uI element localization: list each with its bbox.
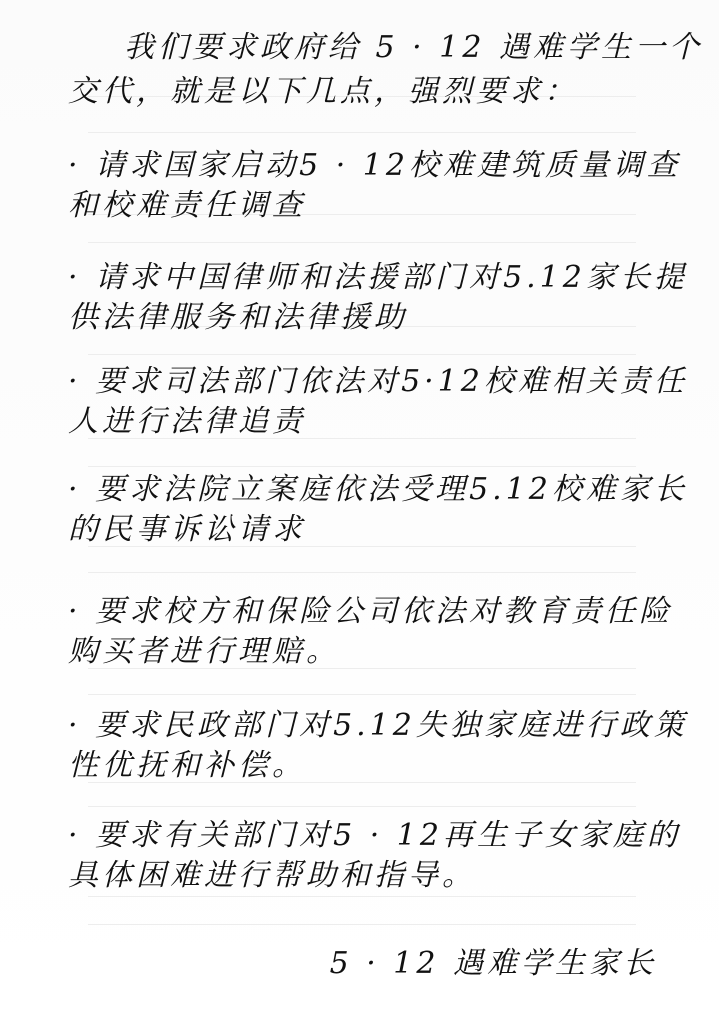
demand-6-line-1: · 要求民政部门对5.12失独家庭进行政策 <box>68 708 688 743</box>
ruled-line <box>88 242 636 243</box>
demand-5-line-1: · 要求校方和保险公司依法对教育责任险 <box>68 594 674 629</box>
demand-2-line-2: 供法律服务和法律援助 <box>68 300 408 335</box>
signature: 5 · 12 遇难学生家长 <box>329 946 657 981</box>
ruled-line <box>88 896 636 897</box>
ruled-line <box>88 924 636 925</box>
demand-7-line-2: 具体困难进行帮助和指导。 <box>68 858 476 893</box>
demand-4-line-1: · 要求法院立案庭依法受理5.12校难家长 <box>68 472 688 507</box>
ruled-line <box>88 354 636 355</box>
demand-5-line-2: 购买者进行理赔。 <box>68 634 340 669</box>
ruled-line <box>88 466 636 467</box>
demand-2-line-1: · 请求中国律师和法援部门对5.12家长提 <box>68 260 688 295</box>
demand-1-line-1: · 请求国家启动5 · 12校难建筑质量调查 <box>68 148 681 183</box>
ruled-line <box>88 806 636 807</box>
ruled-line <box>88 572 636 573</box>
demand-3-line-1: · 要求司法部门依法对5·12校难相关责任 <box>68 364 688 399</box>
intro-line-1: 我们要求政府给 5 · 12 遇难学生一个 <box>124 30 703 65</box>
demand-3-line-2: 人进行法律追责 <box>68 404 306 439</box>
demand-1-line-2: 和校难责任调查 <box>68 188 306 223</box>
ruled-line <box>88 694 636 695</box>
ruled-line <box>88 132 636 133</box>
demand-6-line-2: 性优抚和补偿。 <box>68 748 306 783</box>
demand-4-line-2: 的民事诉讼请求 <box>68 512 306 547</box>
intro-line-2: 交代，就是以下几点，强烈要求： <box>68 74 578 109</box>
demand-7-line-1: · 要求有关部门对5 · 12再生子女家庭的 <box>68 818 681 853</box>
